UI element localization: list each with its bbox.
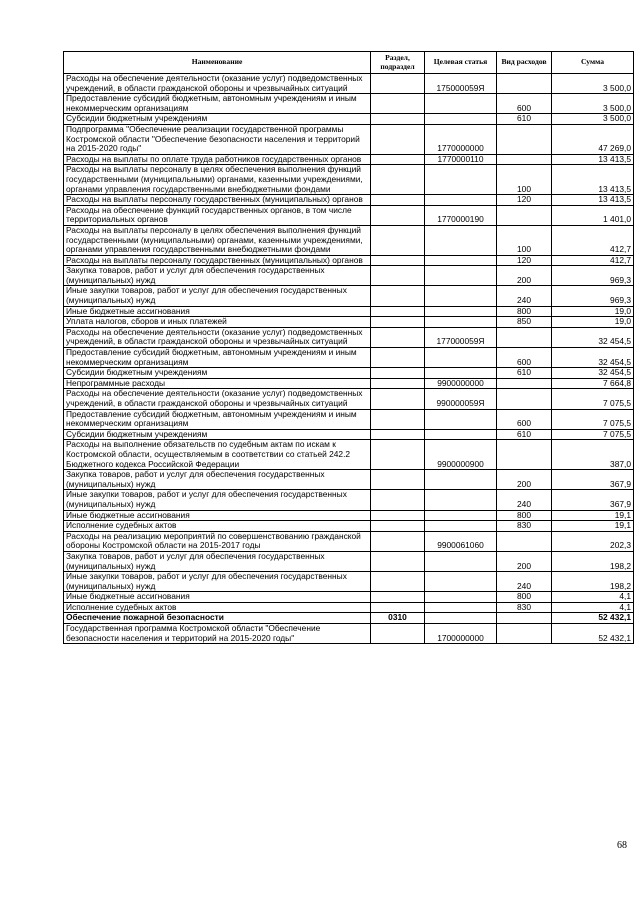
table-row — [64, 490, 634, 510]
table-row — [64, 521, 634, 532]
cell-target — [425, 165, 497, 195]
table-row — [64, 429, 634, 440]
table-row — [64, 624, 634, 644]
cell-type: 600 — [497, 94, 552, 114]
cell-sum: 32 454,5 — [552, 368, 634, 379]
cell-name: Расходы на выплаты персоналу государственных (муниципальных) органов — [64, 255, 371, 266]
cell-section — [371, 510, 425, 521]
cell-sum: 32 454,5 — [552, 327, 634, 347]
cell-name: Иные закупки товаров, работ и услуг для обеспечения государственных (муниципальных) нужд — [64, 490, 371, 510]
cell-type: 610 — [497, 429, 552, 440]
cell-name: Исполнение судебных актов — [64, 521, 371, 532]
cell-name: Уплата налогов, сборов и иных платежей — [64, 317, 371, 328]
cell-target — [425, 490, 497, 510]
table-row — [64, 572, 634, 592]
cell-section — [371, 124, 425, 154]
header-type: Вид расходов — [497, 52, 552, 74]
cell-name: Субсидии бюджетным учреждениям — [64, 368, 371, 379]
table-row — [64, 440, 634, 470]
cell-type — [497, 624, 552, 644]
cell-sum: 3 500,0 — [552, 74, 634, 94]
table-row — [64, 368, 634, 379]
cell-section — [371, 348, 425, 368]
cell-sum: 387,0 — [552, 440, 634, 470]
cell-name: Расходы на выплаты персоналу в целях обеспечения выполнения функций государственными (муниципальными) органами, казенными учреждениями, органами управления государственными внебюджетными фондами — [64, 165, 371, 195]
cell-sum: 13 413,5 — [552, 195, 634, 206]
cell-type — [497, 531, 552, 551]
cell-sum: 367,9 — [552, 490, 634, 510]
table-row — [64, 266, 634, 286]
cell-section — [371, 255, 425, 266]
cell-type: 610 — [497, 368, 552, 379]
cell-name: Обеспечение пожарной безопасности — [64, 613, 371, 624]
cell-section — [371, 94, 425, 114]
cell-target — [425, 348, 497, 368]
cell-section — [371, 286, 425, 306]
cell-sum: 3 500,0 — [552, 94, 634, 114]
cell-name: Субсидии бюджетным учреждениям — [64, 429, 371, 440]
cell-target: 175000059Я — [425, 74, 497, 94]
table-row — [64, 409, 634, 429]
cell-name: Предоставление субсидий бюджетным, автономным учреждениям и иным некоммерческим организациям — [64, 348, 371, 368]
cell-section — [371, 154, 425, 165]
cell-target: 990000059Я — [425, 389, 497, 409]
budget-table — [63, 51, 634, 644]
cell-type: 830 — [497, 602, 552, 613]
cell-sum: 3 500,0 — [552, 114, 634, 125]
cell-target: 1770000110 — [425, 154, 497, 165]
cell-target — [425, 195, 497, 206]
cell-type: 240 — [497, 286, 552, 306]
cell-target: 9900000900 — [425, 440, 497, 470]
cell-type: 200 — [497, 551, 552, 571]
cell-section — [371, 74, 425, 94]
cell-sum: 13 413,5 — [552, 165, 634, 195]
cell-section — [371, 114, 425, 125]
cell-section — [371, 551, 425, 571]
table-row — [64, 94, 634, 114]
cell-section — [371, 165, 425, 195]
cell-target: 1770000000 — [425, 124, 497, 154]
cell-sum: 202,3 — [552, 531, 634, 551]
cell-target — [425, 286, 497, 306]
cell-section — [371, 266, 425, 286]
cell-sum: 198,2 — [552, 572, 634, 592]
cell-type: 100 — [497, 225, 552, 255]
cell-target: 1700000000 — [425, 624, 497, 644]
cell-sum: 198,2 — [552, 551, 634, 571]
cell-target: 1770000190 — [425, 205, 497, 225]
cell-type — [497, 389, 552, 409]
cell-target: 9900061060 — [425, 531, 497, 551]
cell-type: 800 — [497, 306, 552, 317]
cell-name: Подпрограмма "Обеспечение реализации государственной программы Костромской области "Обеспечение безопасности населения и территорий на 2015-2020 годы" — [64, 124, 371, 154]
cell-sum: 32 454,5 — [552, 348, 634, 368]
cell-sum: 47 269,0 — [552, 124, 634, 154]
cell-section — [371, 409, 425, 429]
table-row — [64, 592, 634, 603]
cell-type — [497, 124, 552, 154]
cell-target — [425, 592, 497, 603]
cell-type: 200 — [497, 470, 552, 490]
cell-sum: 367,9 — [552, 470, 634, 490]
cell-sum: 7 664,8 — [552, 378, 634, 389]
cell-section — [371, 327, 425, 347]
cell-section — [371, 317, 425, 328]
cell-name: Иные бюджетные ассигнования — [64, 592, 371, 603]
cell-name: Субсидии бюджетным учреждениям — [64, 114, 371, 125]
cell-type — [497, 205, 552, 225]
cell-type: 600 — [497, 409, 552, 429]
cell-target — [425, 266, 497, 286]
cell-name: Закупка товаров, работ и услуг для обеспечения государственных (муниципальных) нужд — [64, 551, 371, 571]
table-row — [64, 225, 634, 255]
table-row — [64, 165, 634, 195]
cell-target — [425, 429, 497, 440]
cell-section — [371, 531, 425, 551]
cell-name: Расходы на обеспечение функций государственных органов, в том числе территориальных органов — [64, 205, 371, 225]
cell-name: Иные закупки товаров, работ и услуг для обеспечения государственных (муниципальных) нужд — [64, 572, 371, 592]
cell-section — [371, 470, 425, 490]
cell-sum: 7 075,5 — [552, 429, 634, 440]
cell-type — [497, 74, 552, 94]
cell-target: 177000059Я — [425, 327, 497, 347]
table-row — [64, 551, 634, 571]
header-section: Раздел, подраздел — [371, 52, 425, 74]
cell-name: Государственная программа Костромской области "Обеспечение безопасности населения и территорий на 2015-2020 годы" — [64, 624, 371, 644]
table-row — [64, 114, 634, 125]
cell-target — [425, 114, 497, 125]
cell-target — [425, 551, 497, 571]
cell-sum: 19,0 — [552, 306, 634, 317]
cell-target — [425, 613, 497, 624]
cell-target: 9900000000 — [425, 378, 497, 389]
cell-target — [425, 510, 497, 521]
table-row — [64, 317, 634, 328]
cell-section — [371, 306, 425, 317]
cell-type: 610 — [497, 114, 552, 125]
cell-section — [371, 592, 425, 603]
cell-sum: 19,1 — [552, 510, 634, 521]
cell-sum: 7 075,5 — [552, 409, 634, 429]
cell-sum: 52 432,1 — [552, 624, 634, 644]
cell-type — [497, 613, 552, 624]
cell-type — [497, 154, 552, 165]
cell-name: Расходы на обеспечение деятельности (оказание услуг) подведомственных учреждений, в области гражданской обороны и чрезвычайных ситуаций — [64, 389, 371, 409]
cell-section — [371, 195, 425, 206]
cell-name: Исполнение судебных актов — [64, 602, 371, 613]
table-row — [64, 348, 634, 368]
table-row — [64, 378, 634, 389]
table-row — [64, 154, 634, 165]
cell-name: Расходы на обеспечение деятельности (оказание услуг) подведомственных учреждений, в области гражданской обороны и чрезвычайных ситуаций — [64, 74, 371, 94]
cell-section — [371, 378, 425, 389]
cell-type: 120 — [497, 255, 552, 266]
cell-name: Иные бюджетные ассигнования — [64, 510, 371, 521]
cell-section — [371, 429, 425, 440]
table-body — [64, 74, 634, 644]
cell-type: 850 — [497, 317, 552, 328]
cell-type — [497, 327, 552, 347]
cell-name: Непрограммные расходы — [64, 378, 371, 389]
cell-type: 200 — [497, 266, 552, 286]
table-row — [64, 389, 634, 409]
cell-target — [425, 225, 497, 255]
cell-type: 120 — [497, 195, 552, 206]
table-row — [64, 470, 634, 490]
header-name: Наименование — [64, 52, 371, 74]
table-row — [64, 510, 634, 521]
table-row — [64, 255, 634, 266]
cell-type — [497, 378, 552, 389]
table-row — [64, 205, 634, 225]
cell-target — [425, 317, 497, 328]
cell-sum: 412,7 — [552, 225, 634, 255]
cell-sum: 412,7 — [552, 255, 634, 266]
cell-sum: 7 075,5 — [552, 389, 634, 409]
cell-name: Расходы на реализацию мероприятий по совершенствованию гражданской обороны Костромской области на 2015-2017 годы — [64, 531, 371, 551]
table-row — [64, 286, 634, 306]
cell-name: Расходы на выплаты по оплате труда работников государственных органов — [64, 154, 371, 165]
page-number: 68 — [617, 840, 627, 851]
cell-type: 100 — [497, 165, 552, 195]
cell-section — [371, 521, 425, 532]
cell-section — [371, 389, 425, 409]
cell-section: 0310 — [371, 613, 425, 624]
cell-section — [371, 602, 425, 613]
cell-type — [497, 440, 552, 470]
table-row — [64, 124, 634, 154]
cell-name: Расходы на выплаты персоналу в целях обеспечения выполнения функций государственными (муниципальными) органами, казенными учреждениями, органами управления государственными внебюджетными фондами — [64, 225, 371, 255]
cell-section — [371, 368, 425, 379]
cell-name: Расходы на обеспечение деятельности (оказание услуг) подведомственных учреждений, в области гражданской обороны и чрезвычайных ситуаций — [64, 327, 371, 347]
cell-name: Предоставление субсидий бюджетным, автономным учреждениям и иным некоммерческим организациям — [64, 94, 371, 114]
cell-sum: 4,1 — [552, 602, 634, 613]
cell-section — [371, 490, 425, 510]
cell-target — [425, 368, 497, 379]
cell-section — [371, 572, 425, 592]
cell-target — [425, 470, 497, 490]
cell-type: 800 — [497, 592, 552, 603]
cell-sum: 1 401,0 — [552, 205, 634, 225]
cell-name: Расходы на выполнение обязательств по судебным актам по искам к Костромской области, осуществляемым в соответствии со статьей 242.2 Бюджетного кодекса Российской Федерации — [64, 440, 371, 470]
cell-name: Иные бюджетные ассигнования — [64, 306, 371, 317]
cell-target — [425, 306, 497, 317]
cell-type: 240 — [497, 490, 552, 510]
header-sum: Сумма — [552, 52, 634, 74]
cell-section — [371, 440, 425, 470]
cell-name: Предоставление субсидий бюджетным, автономным учреждениям и иным некоммерческим организациям — [64, 409, 371, 429]
table-row — [64, 531, 634, 551]
cell-sum: 4,1 — [552, 592, 634, 603]
cell-section — [371, 205, 425, 225]
cell-name: Иные закупки товаров, работ и услуг для обеспечения государственных (муниципальных) нужд — [64, 286, 371, 306]
table-header-row — [64, 52, 634, 74]
header-target: Целевая статья — [425, 52, 497, 74]
cell-type: 830 — [497, 521, 552, 532]
cell-sum: 969,3 — [552, 266, 634, 286]
cell-name: Закупка товаров, работ и услуг для обеспечения государственных (муниципальных) нужд — [64, 470, 371, 490]
cell-type: 800 — [497, 510, 552, 521]
table-row — [64, 613, 634, 624]
cell-type: 600 — [497, 348, 552, 368]
cell-sum: 52 432,1 — [552, 613, 634, 624]
cell-type: 240 — [497, 572, 552, 592]
cell-target — [425, 94, 497, 114]
table-row — [64, 602, 634, 613]
table-row — [64, 195, 634, 206]
table-row — [64, 327, 634, 347]
cell-sum: 19,1 — [552, 521, 634, 532]
cell-section — [371, 624, 425, 644]
table-row — [64, 306, 634, 317]
cell-section — [371, 225, 425, 255]
cell-sum: 13 413,5 — [552, 154, 634, 165]
cell-sum: 19,0 — [552, 317, 634, 328]
cell-name: Расходы на выплаты персоналу государственных (муниципальных) органов — [64, 195, 371, 206]
cell-target — [425, 572, 497, 592]
cell-sum: 969,3 — [552, 286, 634, 306]
cell-target — [425, 521, 497, 532]
cell-name: Закупка товаров, работ и услуг для обеспечения государственных (муниципальных) нужд — [64, 266, 371, 286]
table-row — [64, 74, 634, 94]
cell-target — [425, 409, 497, 429]
cell-target — [425, 255, 497, 266]
cell-target — [425, 602, 497, 613]
